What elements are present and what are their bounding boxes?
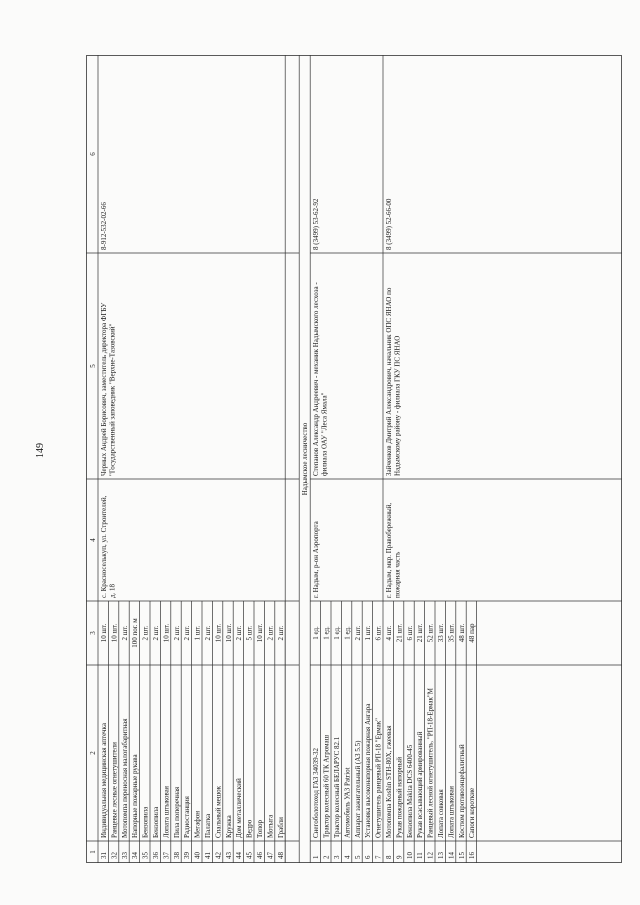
- equipment-quantity: 1 ед.: [333, 626, 341, 640]
- equipment-name: Грабли: [276, 817, 285, 838]
- row-number: 39: [183, 852, 192, 859]
- row-number: 16: [468, 852, 477, 859]
- address-cell: г. Надым, р-он Аэропорта: [312, 521, 321, 598]
- equipment-quantity: 5 шт.: [245, 625, 254, 641]
- equipment-name: Бензопила: [152, 806, 160, 838]
- phone-cell: 8-912-532-02-66: [100, 202, 108, 250]
- equipment-quantity: 1 шт.: [364, 625, 373, 641]
- equipment-name: Установка высоконапорная пожарная Ангара: [364, 703, 373, 838]
- row-number: 13: [437, 852, 445, 859]
- column-header: 5: [89, 364, 97, 368]
- equipment-name: Кружка: [224, 815, 233, 838]
- equipment-name: Мотопомпа Koshin STH-80X, гжеевая: [385, 725, 393, 838]
- equipment-name: Дом металлический: [235, 778, 244, 838]
- equipment-quantity: 4 шт.: [385, 625, 393, 641]
- equipment-name: Трактор колесный БЕЛАРУС 82.1: [333, 736, 341, 838]
- row-number: 9: [395, 855, 404, 859]
- equipment-name: Ранцевые лесные огнетушители: [110, 742, 119, 838]
- row-number: 12: [426, 852, 435, 859]
- row-number: 15: [457, 852, 466, 859]
- equipment-name: Огнетушитель ранцевый РП-18 "Ермак": [374, 718, 383, 838]
- row-number: 7: [374, 855, 383, 859]
- row-number: 14: [447, 852, 456, 859]
- row-number: 41: [204, 852, 212, 859]
- equipment-quantity: 10 шт.: [162, 623, 171, 643]
- row-number: 3: [333, 855, 341, 859]
- row-number: 42: [214, 852, 223, 859]
- equipment-name: Ведро: [245, 819, 254, 838]
- row-number: 11: [416, 852, 425, 859]
- row-number: 10: [405, 852, 414, 859]
- equipment-quantity: 35 шт.: [447, 623, 456, 643]
- equipment-name: Мотыга: [266, 814, 275, 838]
- section-title: Надымское лесничество: [301, 422, 310, 496]
- equipment-quantity: 10 шт.: [224, 623, 233, 643]
- row-number: 6: [364, 855, 373, 859]
- responsible-cell: "Государственный заповедник "Верхне-Тазовский": [108, 323, 117, 476]
- phone-cell: 8 (3499) 52-66-00: [385, 198, 393, 250]
- equipment-quantity: 1 шт.: [193, 625, 202, 641]
- column-header: 1: [89, 850, 97, 854]
- equipment-name: Мегафон: [193, 811, 202, 838]
- row-number: 5: [353, 855, 362, 859]
- equipment-quantity: 10 шт.: [214, 623, 223, 643]
- equipment-name: Трактор колесный 60 ТК Агромаш: [322, 734, 331, 838]
- address-cell: пожарная часть: [393, 551, 402, 598]
- equipment-quantity: 10 шт.: [100, 623, 108, 643]
- row-number: 8: [385, 855, 393, 859]
- equipment-quantity: 2 шт.: [204, 625, 212, 641]
- responsible-cell: филиала ОАУ "Леса Ямала": [320, 392, 329, 476]
- address-cell: г. Надым, мкр. Правобережный,: [385, 502, 393, 598]
- equipment-quantity: 52 шт.: [426, 623, 435, 643]
- address-cell: с. Красноселькуп, ул. Строителей,: [100, 495, 108, 598]
- row-number: 48: [276, 852, 285, 859]
- equipment-quantity: 10 шт.: [256, 623, 264, 643]
- equipment-quantity: 2 шт.: [120, 625, 129, 641]
- equipment-name: Рукав пожарный напорный: [395, 756, 404, 838]
- responsible-cell: Зайченков Дмитрий Александрович, начальник ОПС ЯНАО по: [385, 287, 393, 476]
- phone-cell: 8 (3499) 53-62-92: [312, 198, 321, 250]
- equipment-name: Мотопомпа переносная малогабаритная: [120, 718, 129, 838]
- equipment-name: Аппарат зажигательный (АЗ 5.5): [353, 740, 362, 838]
- equipment-name: Лопата совковая: [437, 789, 445, 838]
- address-cell: д. 18: [108, 583, 117, 598]
- row-number: 44: [235, 852, 244, 859]
- row-number: 47: [266, 852, 275, 859]
- equipment-quantity: 48 пар: [468, 623, 477, 643]
- equipment-name: Спальный мешок: [214, 785, 223, 838]
- equipment-quantity: 48 шт.: [457, 623, 466, 643]
- equipment-name: Лопата штыковая: [447, 786, 456, 838]
- equipment-quantity: 10 шт.: [110, 623, 119, 643]
- row-number: 46: [256, 852, 264, 859]
- equipment-name: Автомобиль УАЗ Patriot: [343, 767, 352, 838]
- column-header: 6: [89, 152, 97, 156]
- row-number: 33: [120, 852, 129, 859]
- equipment-quantity: 21 шт.: [416, 623, 425, 643]
- row-number: 38: [172, 852, 181, 859]
- equipment-quantity: 100 пог. м: [131, 618, 140, 648]
- equipment-name: Индивидуальная медицинская аптечка: [100, 723, 108, 838]
- equipment-name: Рукав всасывающий армированный: [416, 731, 425, 838]
- equipment-quantity: 6 шт.: [405, 625, 414, 641]
- row-number: 43: [224, 852, 233, 859]
- row-number: 36: [152, 852, 160, 859]
- equipment-quantity: 2 шт.: [141, 625, 150, 641]
- equipment-name: Лопата штыковая: [162, 786, 171, 838]
- row-number: 31: [100, 852, 108, 859]
- equipment-name: Бензопила: [141, 806, 150, 838]
- equipment-quantity: 2 шт.: [183, 625, 192, 641]
- equipment-name: Напорные пожарные рукава: [131, 754, 140, 838]
- row-number: 37: [162, 852, 171, 859]
- column-header: 3: [89, 631, 97, 635]
- equipment-table: [86, 55, 622, 863]
- equipment-quantity: 1 ед.: [312, 626, 321, 640]
- row-number: 1: [312, 855, 321, 859]
- equipment-quantity: 1 ед.: [322, 626, 331, 640]
- equipment-quantity: 2 шт.: [152, 625, 160, 641]
- responsible-cell: Черных Андрей Борисович, заместитель директора ФГБУ: [100, 302, 108, 476]
- equipment-name: Палатка: [204, 813, 212, 838]
- equipment-quantity: 2 шт.: [266, 625, 275, 641]
- equipment-name: Радиостанция: [183, 796, 192, 838]
- row-number: 34: [131, 852, 140, 859]
- equipment-quantity: 6 шт.: [374, 625, 383, 641]
- responsible-cell: Надымскому району - филиала ГКУ ПС ЯНАО: [393, 335, 402, 476]
- equipment-quantity: 1 ед.: [343, 626, 352, 640]
- row-number: 4: [343, 855, 352, 859]
- row-number: 35: [141, 852, 150, 859]
- page-number: 149: [35, 443, 46, 458]
- equipment-quantity: 2 шт.: [276, 625, 285, 641]
- column-header: 2: [89, 751, 97, 755]
- equipment-quantity: 2 шт.: [353, 625, 362, 641]
- row-number: 32: [110, 852, 119, 859]
- equipment-quantity: 2 шт.: [235, 625, 244, 641]
- rotated-table: [86, 55, 622, 863]
- equipment-name: Ранцевый лесной огнетушитель, "РП-18-Ермак"М: [426, 687, 435, 838]
- equipment-name: Снегоболотоход ГАЗ 34039-32: [312, 748, 321, 838]
- equipment-quantity: 33 шт.: [437, 623, 445, 643]
- row-number: 45: [245, 852, 254, 859]
- equipment-name: Сапоги короткие: [468, 787, 477, 838]
- row-number: 40: [193, 852, 202, 859]
- equipment-name: Топор: [256, 820, 264, 838]
- equipment-name: Пила поперечная: [172, 786, 181, 838]
- column-header: 4: [89, 538, 97, 542]
- responsible-cell: Степанов Александр Андреевич - механик Надымского лесхоза -: [312, 282, 321, 476]
- equipment-name: Бензопила Makita DCS 6400-45: [405, 744, 414, 838]
- equipment-quantity: 2 шт.: [172, 625, 181, 641]
- equipment-quantity: 21 шт.: [395, 623, 404, 643]
- row-number: 2: [322, 855, 331, 859]
- equipment-name: Костюм противоэнцефалитный: [457, 744, 466, 838]
